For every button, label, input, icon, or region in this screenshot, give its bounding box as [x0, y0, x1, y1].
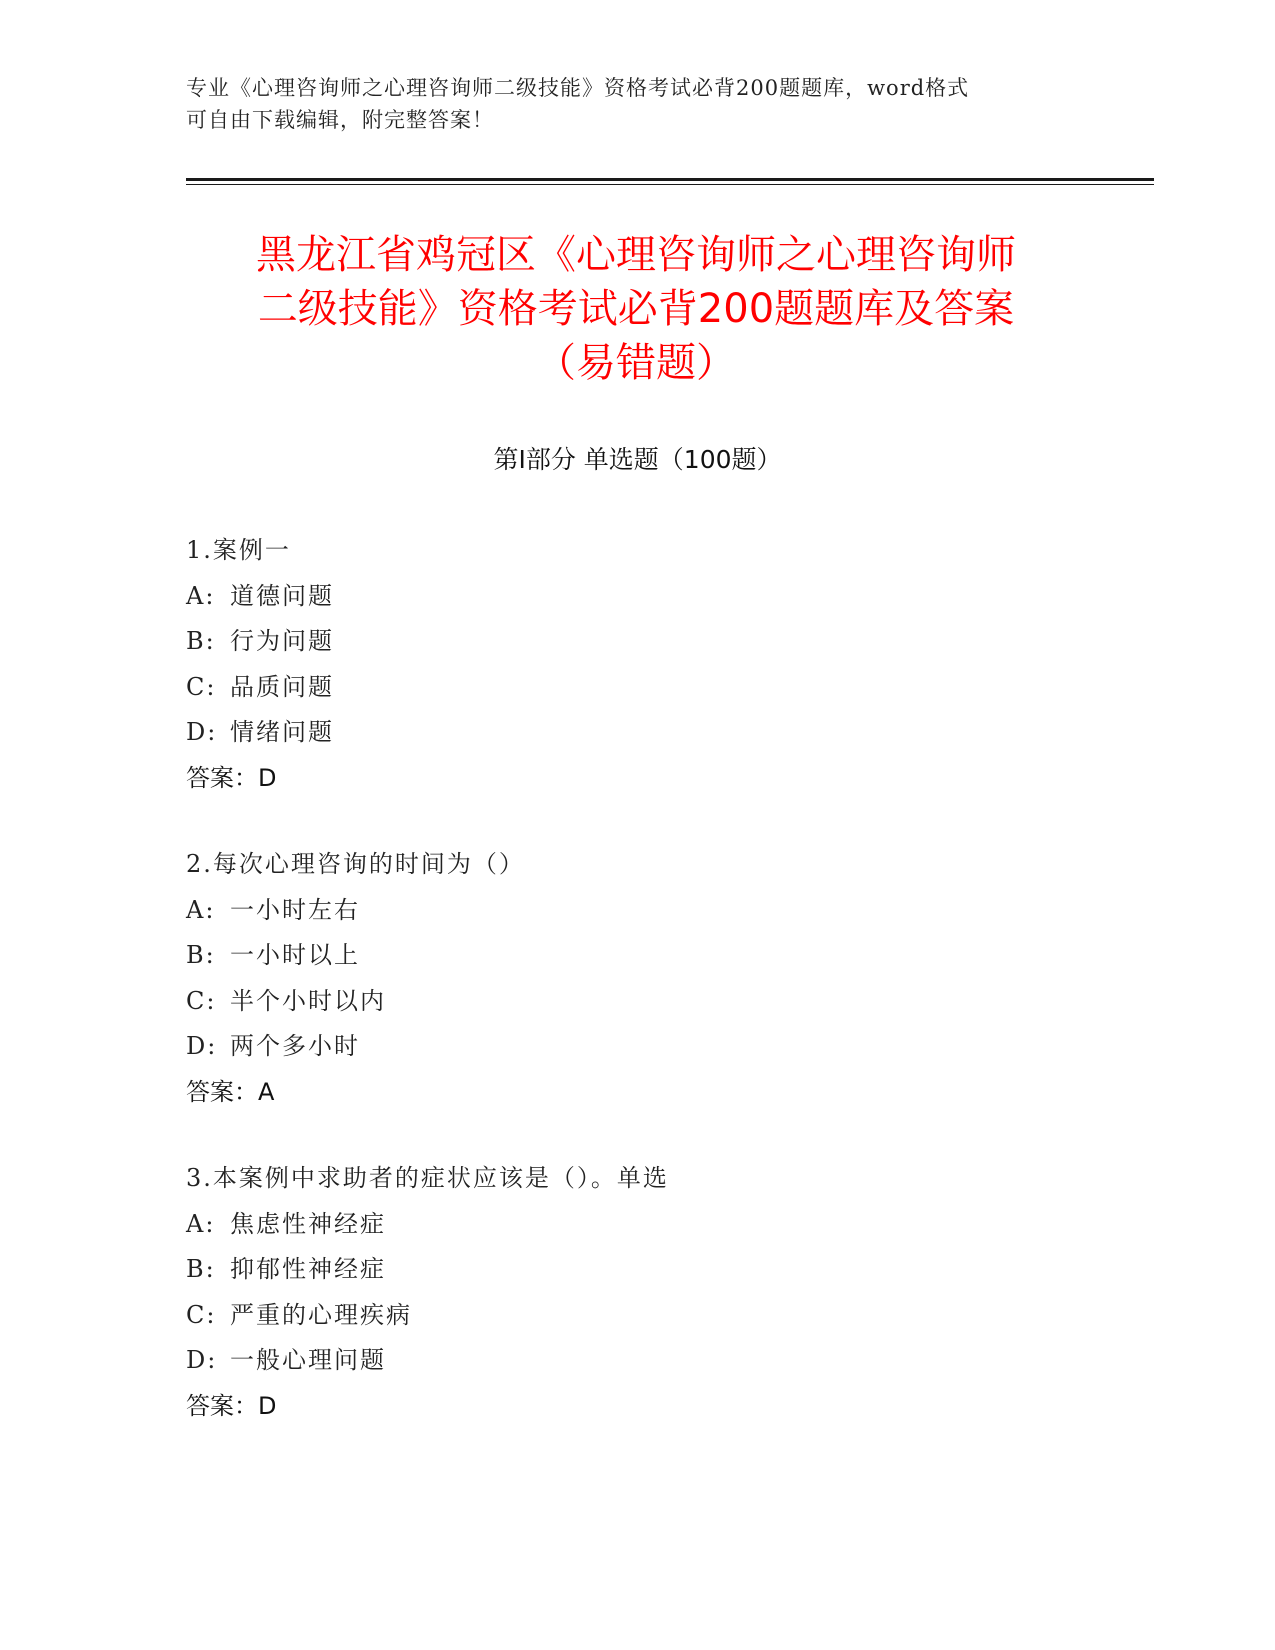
- answer: 答案：D: [186, 1391, 277, 1420]
- option-text: 情绪问题: [230, 718, 334, 746]
- header-divider-thick: [186, 178, 1154, 181]
- option-text: 道德问题: [230, 581, 334, 610]
- title-line-3: （易错题）: [536, 340, 736, 386]
- option-b: [186, 619, 1146, 665]
- header-note-line-1: 专业《心理咨询师之心理咨询师二级技能》资格考试必背200题题库，word格式: [186, 76, 970, 100]
- option-a: [186, 574, 1146, 620]
- option-text: 抑郁性神经症: [230, 1255, 386, 1283]
- header-divider-thin: [186, 184, 1154, 185]
- option-letter: C:: [186, 986, 217, 1015]
- option-letter: A:: [186, 895, 216, 924]
- option-text: 一般心理问题: [230, 1346, 386, 1374]
- option-letter: A:: [186, 581, 216, 610]
- option-d: [186, 710, 1146, 756]
- option-letter: C:: [186, 1300, 217, 1329]
- answer: 答案：A: [186, 1077, 275, 1106]
- option-a: [186, 1202, 1146, 1248]
- question-2: [186, 842, 1146, 1115]
- option-a: [186, 888, 1146, 934]
- section-heading: 第Ⅰ部分 单选题（100题）: [493, 445, 782, 474]
- option-letter: B:: [186, 1255, 216, 1283]
- option-text: 焦虑性神经症: [230, 1209, 386, 1238]
- option-c: [186, 665, 1146, 711]
- option-letter: B:: [186, 941, 216, 969]
- option-letter: C:: [186, 672, 217, 701]
- header-note: [186, 72, 1066, 136]
- option-b: [186, 933, 1146, 979]
- question-stem: 3.本案例中求助者的症状应该是（）。单选: [186, 1164, 669, 1192]
- answer: 答案：D: [186, 763, 277, 792]
- option-letter: D:: [186, 718, 218, 746]
- option-text: 行为问题: [230, 627, 334, 655]
- option-c: [186, 1293, 1146, 1339]
- option-text: 一小时以上: [230, 941, 360, 969]
- question-list: [186, 528, 1146, 1470]
- option-text: 半个小时以内: [230, 986, 386, 1015]
- title-line-1: 黑龙江省鸡冠区《心理咨询师之心理咨询师: [256, 232, 1016, 278]
- option-d: [186, 1024, 1146, 1070]
- option-text: 品质问题: [230, 672, 334, 701]
- question-stem: 1.案例一: [186, 536, 291, 564]
- header-note-line-2: 可自由下载编辑，附完整答案！: [186, 108, 494, 132]
- option-letter: D:: [186, 1032, 218, 1060]
- option-letter: D:: [186, 1346, 218, 1374]
- question-1: [186, 528, 1146, 801]
- option-letter: A:: [186, 1209, 216, 1238]
- document-title: [186, 228, 1086, 390]
- option-text: 严重的心理疾病: [230, 1300, 412, 1329]
- option-letter: B:: [186, 627, 216, 655]
- option-c: [186, 979, 1146, 1025]
- question-3: [186, 1156, 1146, 1429]
- option-b: [186, 1247, 1146, 1293]
- option-text: 两个多小时: [230, 1032, 360, 1060]
- option-d: [186, 1338, 1146, 1384]
- title-line-2: 二级技能》资格考试必背200题题库及答案: [257, 286, 1015, 332]
- option-text: 一小时左右: [230, 895, 360, 924]
- question-stem: 2.每次心理咨询的时间为（）: [186, 850, 525, 878]
